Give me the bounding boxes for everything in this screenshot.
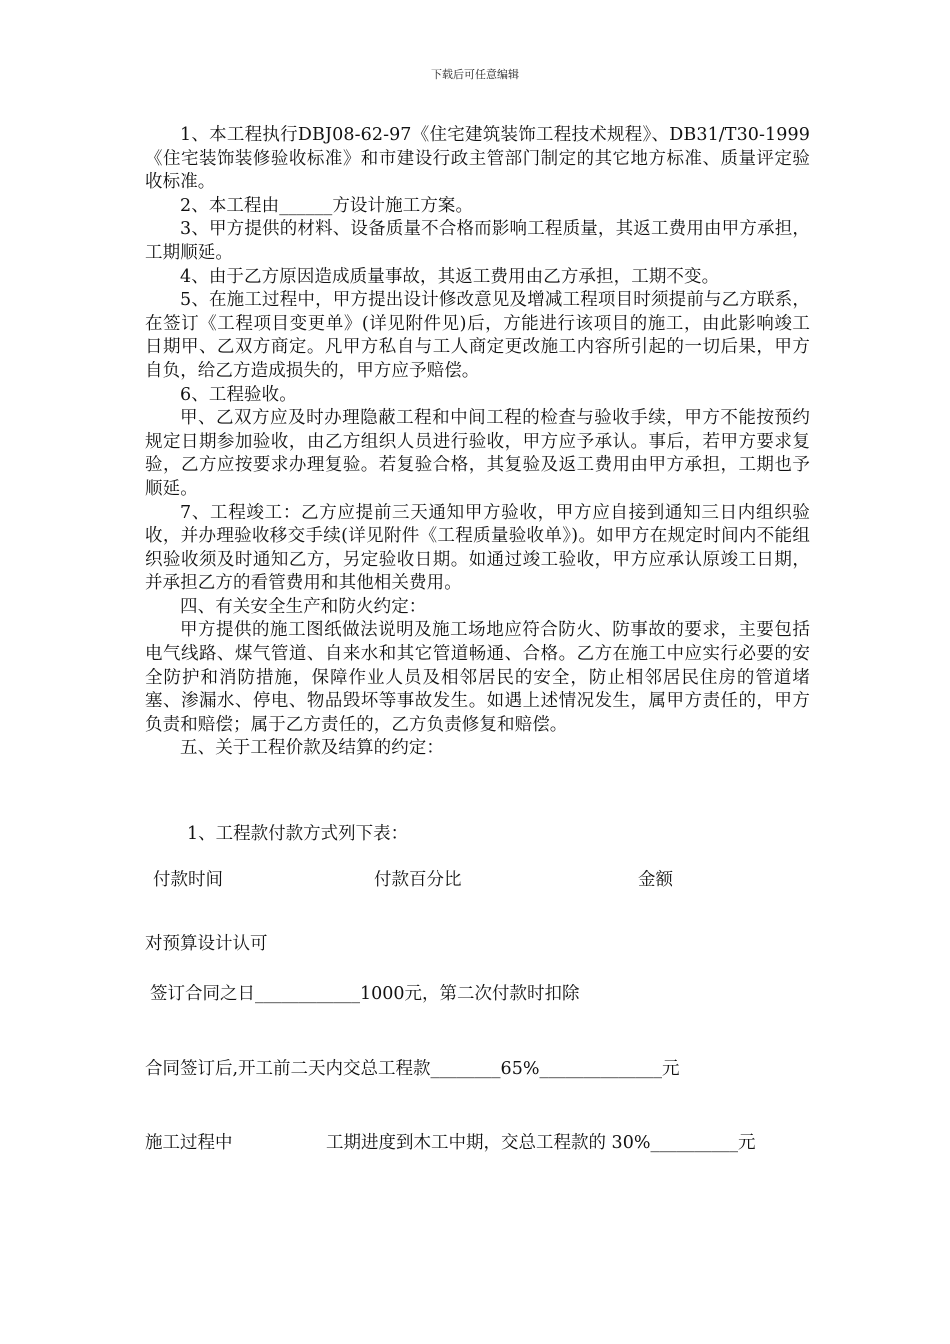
- during-construction-label: 施工过程中: [145, 1133, 233, 1153]
- clause-5: 5、在施工过程中，甲方提出设计修改意见及增减工程项目时须提前与乙方联系，在签订《工程项目变更单》(详见附件见)后，方能进行该项目的施工，由此影响竣工日期甲、乙双方商定。凡甲方私自与工人商定更改施工内容所引起的一切后果，甲方自负，给乙方造成损失的，甲方应予赔偿。: [145, 290, 810, 381]
- table-row-budget-approval: 对预算设计认可: [145, 934, 268, 954]
- clause-6: 6、工程验收。: [180, 384, 297, 405]
- section-4-heading: 四、有关安全生产和防火约定：: [180, 596, 427, 617]
- contract-body: [145, 124, 810, 761]
- section-4-detail: 甲方提供的施工图纸做法说明及施工场地应符合防火、防事故的要求，主要包括电气线路、煤气管道、自来水和其它管道畅通、合格。乙方在施工中应实行必要的安全防护和消防措施，保障作业人员及相邻居民的安全，防止相邻居民住房的管道堵塞、渗漏水、停电、物品毁坏等事故发生。如遇上述情况发生，属甲方责任的，甲方负责和赔偿；属于乙方责任的，乙方负责修复和赔偿。: [145, 620, 810, 735]
- clause-4: 4、由于乙方原因造成质量事故，其返工费用由乙方承担，工期不变。: [180, 266, 720, 287]
- during-construction-terms: 工期进度到木工中期，交总工程款的 30%__________元: [326, 1133, 756, 1153]
- table-row-contract-sign: 签订合同之日____________1000元，第二次付款时扣除: [150, 984, 580, 1004]
- payment-table-header: [0, 866, 950, 890]
- header-amount: 金额: [638, 870, 673, 890]
- header-payment-percent: 付款百分比: [374, 870, 462, 890]
- section-5-heading: 五、关于工程价款及结算的约定：: [180, 738, 444, 759]
- table-row-before-start: 合同签订后,开工前二天内交总工程款________65%______________元: [145, 1059, 680, 1079]
- payment-intro: 1、工程款付款方式列下表：: [187, 824, 409, 844]
- clause-2: 2、本工程由______方设计施工方案。: [180, 195, 474, 216]
- page-header: 下载后可任意编辑: [431, 68, 519, 81]
- clause-3: 3、甲方提供的材料、设备质量不合格而影响工程质量，其返工费用由甲方承担，工期顺延。: [145, 219, 810, 263]
- table-row-during-construction: [0, 1129, 950, 1153]
- clause-1: 1、本工程执行DBJ08-62-97《住宅建筑装饰工程技术规程》、DB31/T30-1999《住宅装饰装修验收标准》和市建设行政主管部门制定的其它地方标准、质量评定验收标准。: [145, 125, 810, 193]
- clause-7: 7、工程竣工：乙方应提前三天通知甲方验收，甲方应自接到通知三日内组织验收，并办理验收移交手续(详见附件《工程质量验收单》)。如甲方在规定时间内不能组织验收须及时通知乙方，另定验收日期。如通过竣工验收，甲方应承认原竣工日期，并承担乙方的看管费用和其他相关费用。: [145, 502, 810, 594]
- header-payment-time: 付款时间: [153, 870, 223, 890]
- clause-6-detail: 甲、乙双方应及时办理隐蔽工程和中间工程的检查与验收手续，甲方不能按预约规定日期参加验收，由乙方组织人员进行验收，甲方应予承认。事后，若甲方要求复验，乙方应按要求办理复验。若复验合格，其复验及返工费用由甲方承担，工期也予顺延。: [145, 408, 810, 499]
